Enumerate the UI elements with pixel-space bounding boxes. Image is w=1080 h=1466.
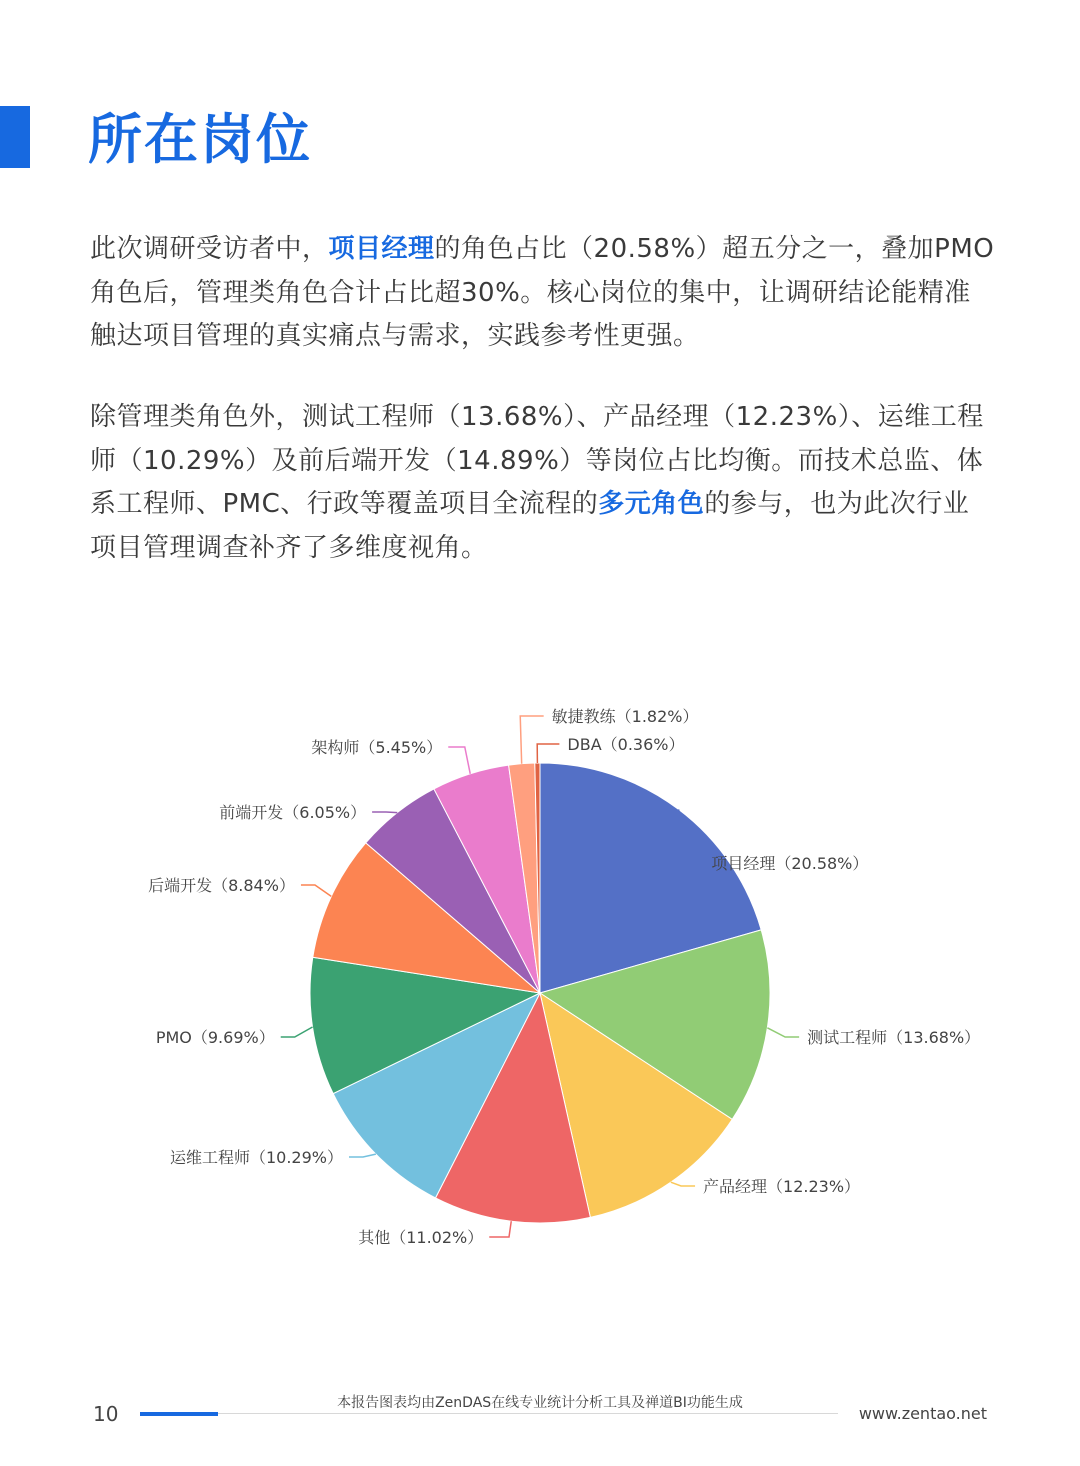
pie-label-4: 运维工程师（10.29%） [169,1148,344,1167]
leader-line-8 [448,747,470,774]
leader-line-3 [489,1221,511,1237]
page-number: 10 [93,1402,119,1426]
pie-label-0: 项目经理（20.58%） [711,854,869,873]
roles-paragraph [90,396,995,570]
intro-text-before: 此次调研受访者中， [90,234,329,264]
pie-label-10: DBA（0.36%） [567,735,685,754]
footer-accent-line [140,1412,218,1416]
leader-line-10 [537,744,559,763]
leader-line-2 [671,1182,695,1186]
pie-label-5: PMO（9.69%） [155,1028,275,1047]
role-pie-chart [0,690,1080,1290]
footer-url[interactable]: www.zentao.net [858,1404,987,1423]
leader-line-7 [372,812,397,813]
pie-label-7: 前端开发（6.05%） [219,803,367,822]
pie-label-6: 后端开发（8.84%） [148,876,295,895]
intro-paragraph [90,228,995,359]
pie-label-8: 架构师（5.45%） [311,738,443,757]
footer-note: 本报告图表均由ZenDAS在线专业统计分析工具及禅道BI功能生成 [337,1395,743,1411]
footer-divider [218,1413,838,1414]
pie-label-2: 产品经理（12.23%） [703,1177,861,1196]
leader-line-6 [301,885,331,896]
title-accent-bar [0,106,30,168]
intro-text-after: 的角色占比（20.58%）超五分之一，叠加PMO角色后，管理类角色合计占比超30%。核心岗位的集中，让调研结论能精准触达项目管理的真实痛点与需求，实践参考性更强。 [90,234,995,351]
leader-line-4 [349,1154,376,1157]
roles-text-before: 除管理类角色外，测试工程师（13.68%）、产品经理（12.23%）、运维工程师（10.29%）及前后端开发（14.89%）等岗位占比均衡。而技术总监、体系工程师、PMC、行政等覆盖项目全流程的 [90,402,984,519]
leader-line-9 [520,716,543,764]
leader-line-1 [767,1028,799,1037]
pie-label-1: 测试工程师（13.68%） [807,1028,981,1047]
page-title: 所在岗位 [88,108,312,171]
pie-label-9: 敏捷教练（1.82%） [551,707,699,726]
leader-line-5 [281,1027,313,1037]
roles-text-after: 的参与，也为此次行业项目管理调查补齐了多维度视角。 [90,489,970,563]
pie-label-3: 其他（11.02%） [358,1228,484,1247]
intro-highlight: 项目经理 [328,234,435,264]
roles-highlight: 多元角色 [598,489,705,519]
